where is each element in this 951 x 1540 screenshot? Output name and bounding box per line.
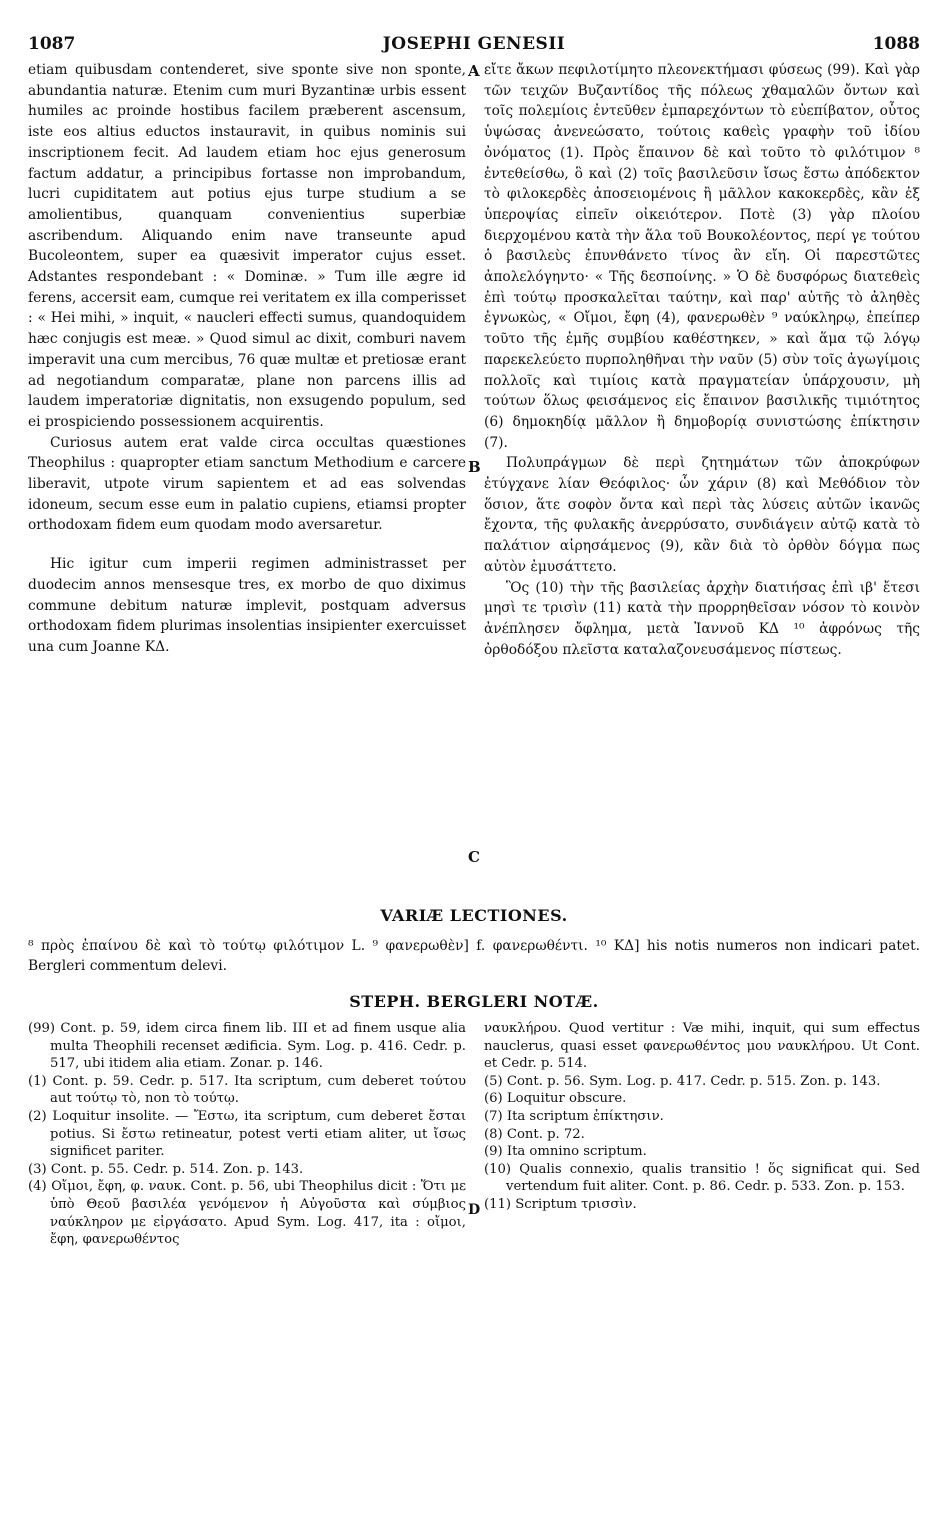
page-number-right: 1088 bbox=[872, 34, 920, 54]
greek-column bbox=[484, 60, 920, 660]
page bbox=[28, 30, 920, 1248]
note-item: (1) Cont. p. 59. Cedr. p. 517. Ita scriptum, cum deberet τούτου aut τούτῳ τὸ, non τὸ τούτῳ. bbox=[28, 1073, 466, 1107]
note-item: (3) Cont. p. 55. Cedr. p. 514. Zon. p. 143. bbox=[28, 1161, 304, 1177]
margin-marker-c: C bbox=[468, 848, 480, 866]
margin-marker-d: D bbox=[468, 1202, 481, 1218]
latin-paragraph-2: Curiosus autem erat valde circa occultas quæstiones Theophilus : quapropter etiam sanctum Methodium e carcere liberavit, utpote virum sapientem et ad eas solvendas idoneum, secum esse eum in palatio cupiens, etiamsi propter orthodoxam fidem eum quodam modo aversaretur. bbox=[28, 434, 466, 534]
note-item: (9) Ita omnino scriptum. bbox=[484, 1144, 647, 1160]
note-item: (4) Οἴμοι, ἔφη, φ. ναυκ. Cont. p. 56, ubi Theophilus dicit : Ὅτι με ὑπὸ Θεοῦ βασιλέα γενόμενον ἡ Αὐγοῦστα καὶ σύμβιος ναύκληρον με εἰργάσατο. Apud Sym. Log. 417, ita : οἴμοι, ἔφη, φανερωθέντος bbox=[28, 1179, 466, 1248]
variae-lectiones-text: ⁸ πρὸς ἐπαίνου δὲ καὶ τὸ τούτῳ φιλότιμον L. ⁹ φανερωθὲν] f. φανερωθέντι. ¹⁰ ΚΔ] his notis numeros non indicari patet. Bergleri commentum delevi. bbox=[28, 938, 920, 974]
note-item: (7) Ita scriptum ἐπίκτησιν. bbox=[484, 1108, 664, 1124]
note-item: (8) Cont. p. 72. bbox=[484, 1126, 585, 1142]
page-number-left: 1087 bbox=[28, 34, 76, 54]
greek-paragraph-1: εἴτε ἄκων πεφιλοτίμητο πλεονεκτήμασι φύσεως (99). Καὶ γὰρ τῶν τειχῶν Βυζαντίδος τῆς πόλεως χθαμαλῶν ὄντων καὶ τοῖς πολεμίοις ἐντεῦθεν ἐμπαρεχόντων τὸ εὐεπίβατον, οὗτος ὑψώσας ἀνενεώσατο, τούτοις καθεὶς γραφὴν τοῦ ἰδίου ὀνόματος (1). Πρὸς ἔπαινον δὲ καὶ τοῦτο τὸ φιλότιμον ⁸ ἐντεθείσθω, ὃ καὶ (2) τοῖς βασιλεῦσιν ἴσως ἔστω ἀπόδεκτον τὸ φιλοκερδὲς ἀποσειομένοις ἢ μᾶλλον κακοκερδὲς, κἂν ἐξ ὑπεροψίας εἰπεῖν οἰκειότερον. Ποτὲ (3) γὰρ πλοίου διερχομένου κατὰ τὴν ἅλα τοῦ Βουκολέοντος, περί γε τούτου ὁ βασιλεὺς ἐπυνθάνετο τίνος ἂν εἴη. Οἱ παρεστῶτες ἀπολελόγηντο· « Τῆς δεσποίνης. » Ὁ δὲ δυσφόρως διατεθεὶς ἐπὶ τούτῳ προσκαλεῖται ταύτην, καὶ παρ' αὐτῆς τὸ ἀληθὲς ἐγνωκὼς, « Οἴμοι, ἔφη (4), φανερωθὲν ⁹ ναύκληρῳ, ἐπείπερ τοῦτο τῆς ἐμῆς συμβίου καθέστηκεν, » καὶ ἅμα τῷ λόγῳ παρεκελεύετο πυρποληθῆναι τὴν ναῦν (5) σὺν τοῖς ἀγωγίμοις πολλοῖς καὶ τιμίοις κατὰ πραγματείαν ὑπάρχουσιν, μὴ τούτων ὅλως φεισάμενος εἰς ἔπαινον βασιλικῆς τιμιότητος (6) δημοκηδίᾳ μᾶλλον ἢ δημοβορίᾳ συνιστώσης ἐπίκτησιν (7). bbox=[484, 62, 920, 451]
notes-left-column bbox=[28, 1020, 466, 1249]
note-item: (10) Qualis connexio, qualis transitio ! ὅς significat qui. Sed vertendum fuit aliter. Cont. p. 86. Cedr. p. 533. Zon. p. 153. bbox=[484, 1161, 920, 1195]
greek-paragraph-3: Ὃς (10) τὴν τῆς βασιλείας ἀρχὴν διατιήσας ἐπὶ ιβ' ἔτεσι μησὶ τε τρισὶν (11) κατὰ τὴν προρρηθεῖσαν νόσον τὸ κοινὸν ἀνέπλησεν ὄφλημα, μετὰ Ἰαννοῦ ΚΔ ¹⁰ ἀφρόνως τῆς ὀρθοδόξου πλεῖστα καταλαζονευσάμενος πίστεως. bbox=[484, 579, 920, 658]
greek-paragraph-2: Πολυπράγμων δὲ περὶ ζητημάτων τῶν ἀποκρύφων ἐτύγχανε λίαν Θεόφιλος· ὧν χάριν (8) καὶ Μεθόδιον τὸν ὅσιον, ἅτε σοφὸν ὄντα καὶ περὶ τὰς λύσεις αὐτῶν ἱκανῶς ἔχοντα, τῆς φυλακῆς ἀνερρύσατο, συνδιάγειν αὐτῷ κατὰ τὸ παλάτιον αἱρησάμενος (9), κἂν διὰ τὸ ὀρθὸν δόγμα πως αὐτὸν ἐμυσάττετο. bbox=[484, 455, 920, 575]
note-item: (6) Loquitur obscure. bbox=[484, 1091, 627, 1107]
running-title: JOSEPHI GENESII bbox=[382, 34, 566, 54]
latin-paragraph-1: etiam quibusdam contenderet, sive sponte sive non sponte, abundantia naturæ. Etenim cum muri Byzantinæ urbis essent humiles ac proinde hostibus facilem præberent ascensum, iste eos altius eductos instauravit, in quibus nominis sui inscriptionem fecit. Ad laudem etiam hoc ejus generosum factum addatur, a principibus fortasse non improbandum, lucri cupiditatem aut potius ejus turpe studium a se amolientibus, quanquam convenientius superbiæ ascribendum. Aliquando enim nave transeunte apud Bucoleontem, super ea quæsivit imperator cujus esset. Adstantes respondebant : « Dominæ. » Tum ille ægre id ferens, accersit eam, cumque rei veritatem ex illa comperisset : « Hei mihi, » inquit, « naucleri effecti sumus, quandoquidem hæc conjugis est meæ. » Quod simul ac dixit, comburi navem imperavit una cum mercibus, 76 quæ multæ et pretiosæ erant ad negotiandum comparatæ, plane non parcens illis ad laudem imperatoriæ dignitatis, non exsugendo populum, sed ei prospiciendo possessionem acquirentis. bbox=[28, 62, 466, 430]
note-item: (99) Cont. p. 59, idem circa finem lib. III et ad finem usque alia multa Theophili recenset ædificia. Sym. Log. p. 416. Cedr. p. 517, ubi itidem alia etiam. Zonar. p. 146. bbox=[28, 1021, 466, 1072]
variae-lectiones-title: VARIÆ LECTIONES. bbox=[380, 906, 568, 925]
margin-marker-a: A bbox=[468, 62, 480, 80]
notae-title: STEPH. BERGLERI NOTÆ. bbox=[349, 992, 599, 1011]
notes-right-column bbox=[484, 1020, 920, 1214]
latin-paragraph-3: Hic igitur cum imperii regimen administrasset per duodecim annos mensesque tres, ex morbo de quo diximus commune debitum naturæ implevit, postquam adversus orthodoxam fidem plurimas insolentias insipienter exercuisset una cum Joanne ΚΔ. bbox=[28, 556, 466, 655]
latin-column bbox=[28, 60, 466, 658]
note-continuation: ναυκλήρου. Quod vertitur : Væ mihi, inquit, qui sum effectus nauclerus, quasi esset φανερωθέντος μου ναυκλήρου. Ut Cont. et Cedr. p. 514. bbox=[484, 1021, 920, 1072]
note-item: (5) Cont. p. 56. Sym. Log. p. 417. Cedr. p. 515. Zon. p. 143. bbox=[484, 1073, 881, 1089]
margin-marker-b: B bbox=[468, 458, 481, 476]
running-header bbox=[28, 30, 920, 60]
note-item: (11) Scriptum τρισσὶν. bbox=[484, 1196, 637, 1212]
note-item: (2) Loquitur insolite. — Ἔστω, ita scriptum, cum deberet ἔσται potius. Si ἔστω retineatur, potest verti etiam aliter, ut ἴσως significet pariter. bbox=[28, 1108, 466, 1160]
